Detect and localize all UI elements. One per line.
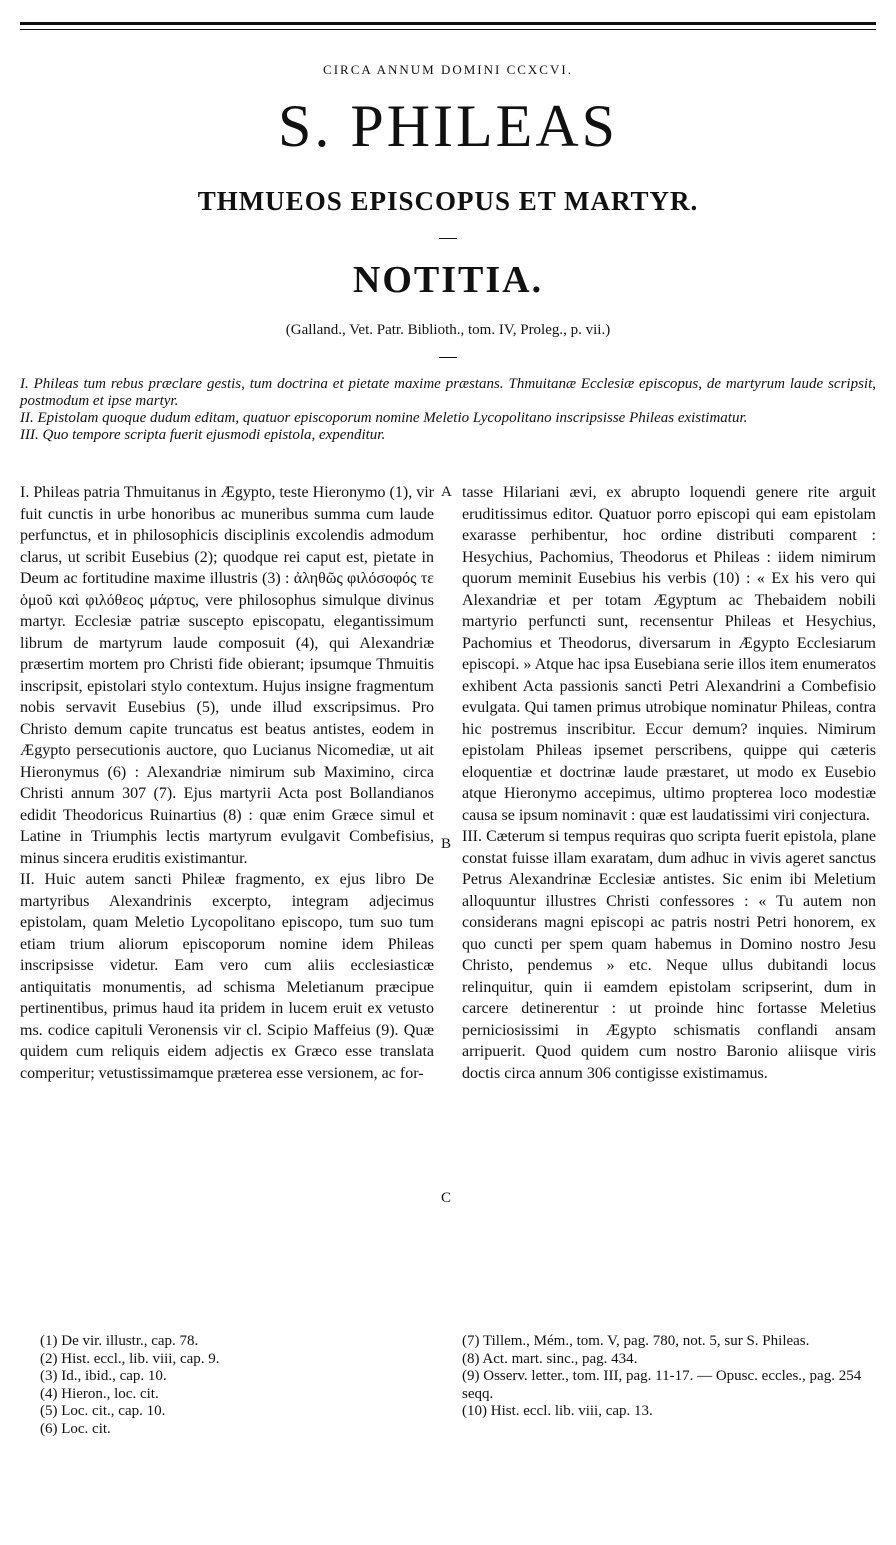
footnote: (8) Act. mart. sinc., pag. 434. — [462, 1350, 638, 1367]
paragraph-1: I. Phileas patria Thmuitanus in Ægypto, teste Hieronymo (1), vir fuit cunctis in urbe honoribus ac muneribus summa cum laude perfunctus, et in philosophicis disciplinis excolendis admodum clarus, ut scribit Eusebius (2); quodque rei caput est, pietate in Deum ac fortitudine maxime illustris (3) : ἀληθῶς φιλόσοφός τε ὁμοῦ καὶ φιλόθεος μάρτυς, vere philosophus simulque divinus martyr. Ecclesiæ patriæ suscepto episcopatu, elegantissimum librum de martyrum laude composuit (4), qui Alexandriæ præsertim mortem pro Christi fide obierant; ipsumque Thmuitis inscripsit, epistolari stylo contextum. Hujus insigne fragmentum nobis servavit Eusebius (5), unde illud exscripsimus. Pro Christo demum capite truncatus est beatus antistes, eodem in Ægypto persecutionis auctore, quo Lucianus Nicomediæ, ut ait Hieronymus (6) : Alexandriæ nimirum sub Maximino, circa Christi annum 307 (7). Ejus martyrii Acta post Bollandianos edidit Theodoricus Ruinartius (8) : quæ enim Græce simul et Latine in Triumphis lectis martyrum evulgavit Combefisius, minus sincera eruditis existimantur. — [20, 484, 434, 867]
paragraph-3: III. Cæterum si tempus requiras quo scripta fuerit epistola, plane constat fuisse illam exaratam, dum adhuc in vivis ageret sanctus Petrus Alexandrinæ Ecclesiæ antistes. Sic enim ibi Meletium alloquuntur illustres Christi confessores : « Tu autem non considerans magni episcopi ac patris nostri Petri honorem, ex quo cuncti per spem quam habemus in Domino nostro Jesu Christo, pendemus » etc. Neque ullus dubitandi locus relinquitur, quin ii eamdem epistolam scripserint, dum in carcere detinerentur : ut proinde hinc fortasse Meletius perniciosissimi in Ægypto schismatis conflandi ansam arripuerit. Quod quidem cum nostro Baronio aliisque viris doctis circa annum 306 contigisse existimamus. — [462, 828, 876, 1082]
footnote: (6) Loc. cit. — [40, 1420, 111, 1437]
top-double-rule — [20, 22, 876, 30]
left-column — [20, 482, 434, 1084]
footnote: (5) Loc. cit., cap. 10. — [40, 1403, 166, 1419]
footnote: (4) Hieron., loc. cit. — [40, 1385, 159, 1402]
paragraph-2: II. Huic autem sancti Phileæ fragmento, ex ejus libro De martyribus Alexandrinis excerpto, integram adjecimus epistolam, quam Meletio Lycopolitano episcopo, tum suo tum etiam trium aliorum episcoporum nomine idem Phileas inscripsisse videtur. Eam vero cum aliis ecclesiasticæ antiquitatis monumentis, ad schisma Meletianum præcipue pertinentibus, primus haud ita pridem in lucem eruit ex vetusto ms. codice capituli Veronensis vir cl. Scipio Maffeius (9). Quæ quidem cum reliquis eidem adjectis ex Græco esse translata comperitur; vetustissimamque præterea esse versionem, ac for- — [20, 871, 434, 1082]
footnotes-right — [462, 1333, 876, 1421]
footnotes-left — [40, 1333, 454, 1438]
margin-marker-a: A — [441, 484, 452, 500]
footnote: (2) Hist. eccl., lib. viii, cap. 9. — [40, 1350, 220, 1367]
margin-marker-b: B — [441, 836, 452, 852]
summary-item-1: I. Phileas tum rebus præclare gestis, tum doctrina et pietate maxime præstans. Thmuitanæ Ecclesiæ episcopus, de martyrum laude scripsit, postmodum et ipse martyr. — [20, 376, 876, 409]
divider-dash — [439, 357, 457, 358]
footnote: (9) Osserv. letter., tom. III, pag. 11-17. — Opusc. eccles., pag. 254 seqq. — [462, 1368, 862, 1402]
divider-dash — [439, 238, 457, 239]
page-title: S. PHILEAS — [277, 93, 619, 159]
summary-item-2: II. Epistolam quoque dudum editam, quatuor episcoporum nomine Meletio Lycopolitano inscripsisse Phileas existimatur. — [20, 410, 748, 426]
footnote: (10) Hist. eccl. lib. viii, cap. 13. — [462, 1403, 653, 1419]
footnote: (7) Tillem., Mém., tom. V, pag. 780, not. 5, sur S. Phileas. — [462, 1333, 810, 1349]
footnote: (1) De vir. illustr., cap. 78. — [40, 1333, 199, 1349]
summary-item-3: III. Quo tempore scripta fuerit ejusmodi epistola, expenditur. — [20, 427, 386, 443]
footnote: (3) Id., ibid., cap. 10. — [40, 1368, 167, 1384]
source-citation: (Galland., Vet. Patr. Biblioth., tom. IV, Proleg., p. vii.) — [285, 322, 611, 338]
running-head: CIRCA ANNUM DOMINI CCXCVI. — [323, 62, 573, 77]
page-subtitle: THMUEOS EPISCOPUS ET MARTYR. — [197, 186, 699, 216]
section-title: NOTITIA. — [352, 259, 544, 301]
right-column — [462, 482, 876, 1084]
margin-marker-c: C — [441, 1190, 452, 1206]
summary-block — [20, 376, 876, 444]
paragraph-1-continued: tasse Hilariani ævi, ex abrupto loquendi genere rite arguit eruditissimus editor. Quatuor porro episcopi qui eam epistolam exarasse perhibentur, hoc ordine distributi comparent : Hesychius, Pachomius, Theodorus et Phileas : iidem nimirum quorum meminit Eusebius his verbis (10) : « Ex his vero qui Alexandriæ et per totam Ægyptum ac Thebaidem nobili martyrio perfuncti sunt, recensentur Phileas et Hesychius, Pachomius et Theodorus, diversarum in Ægypto Ecclesiarum episcopi. » Atque hac ipsa Eusebiana serie illos item enumeratos exhibent Acta passionis sancti Petri Alexandrini a Combefisio evulgata. Qui tamen primus utrobique nominatur Phileas, contra hic postremus inscribitur. Eccur demum? inquies. Nimirum epistolam Phileas ipsemet perscribens, quippe qui cæteris eloquentiæ et doctrinæ laude præstaret, ut modo ex Eusebio atque Hieronymo accepimus, ultimo propterea loco modestiæ causa se ipsum nominavit : quæ est laudatissimi viri conjectura. — [462, 484, 876, 824]
